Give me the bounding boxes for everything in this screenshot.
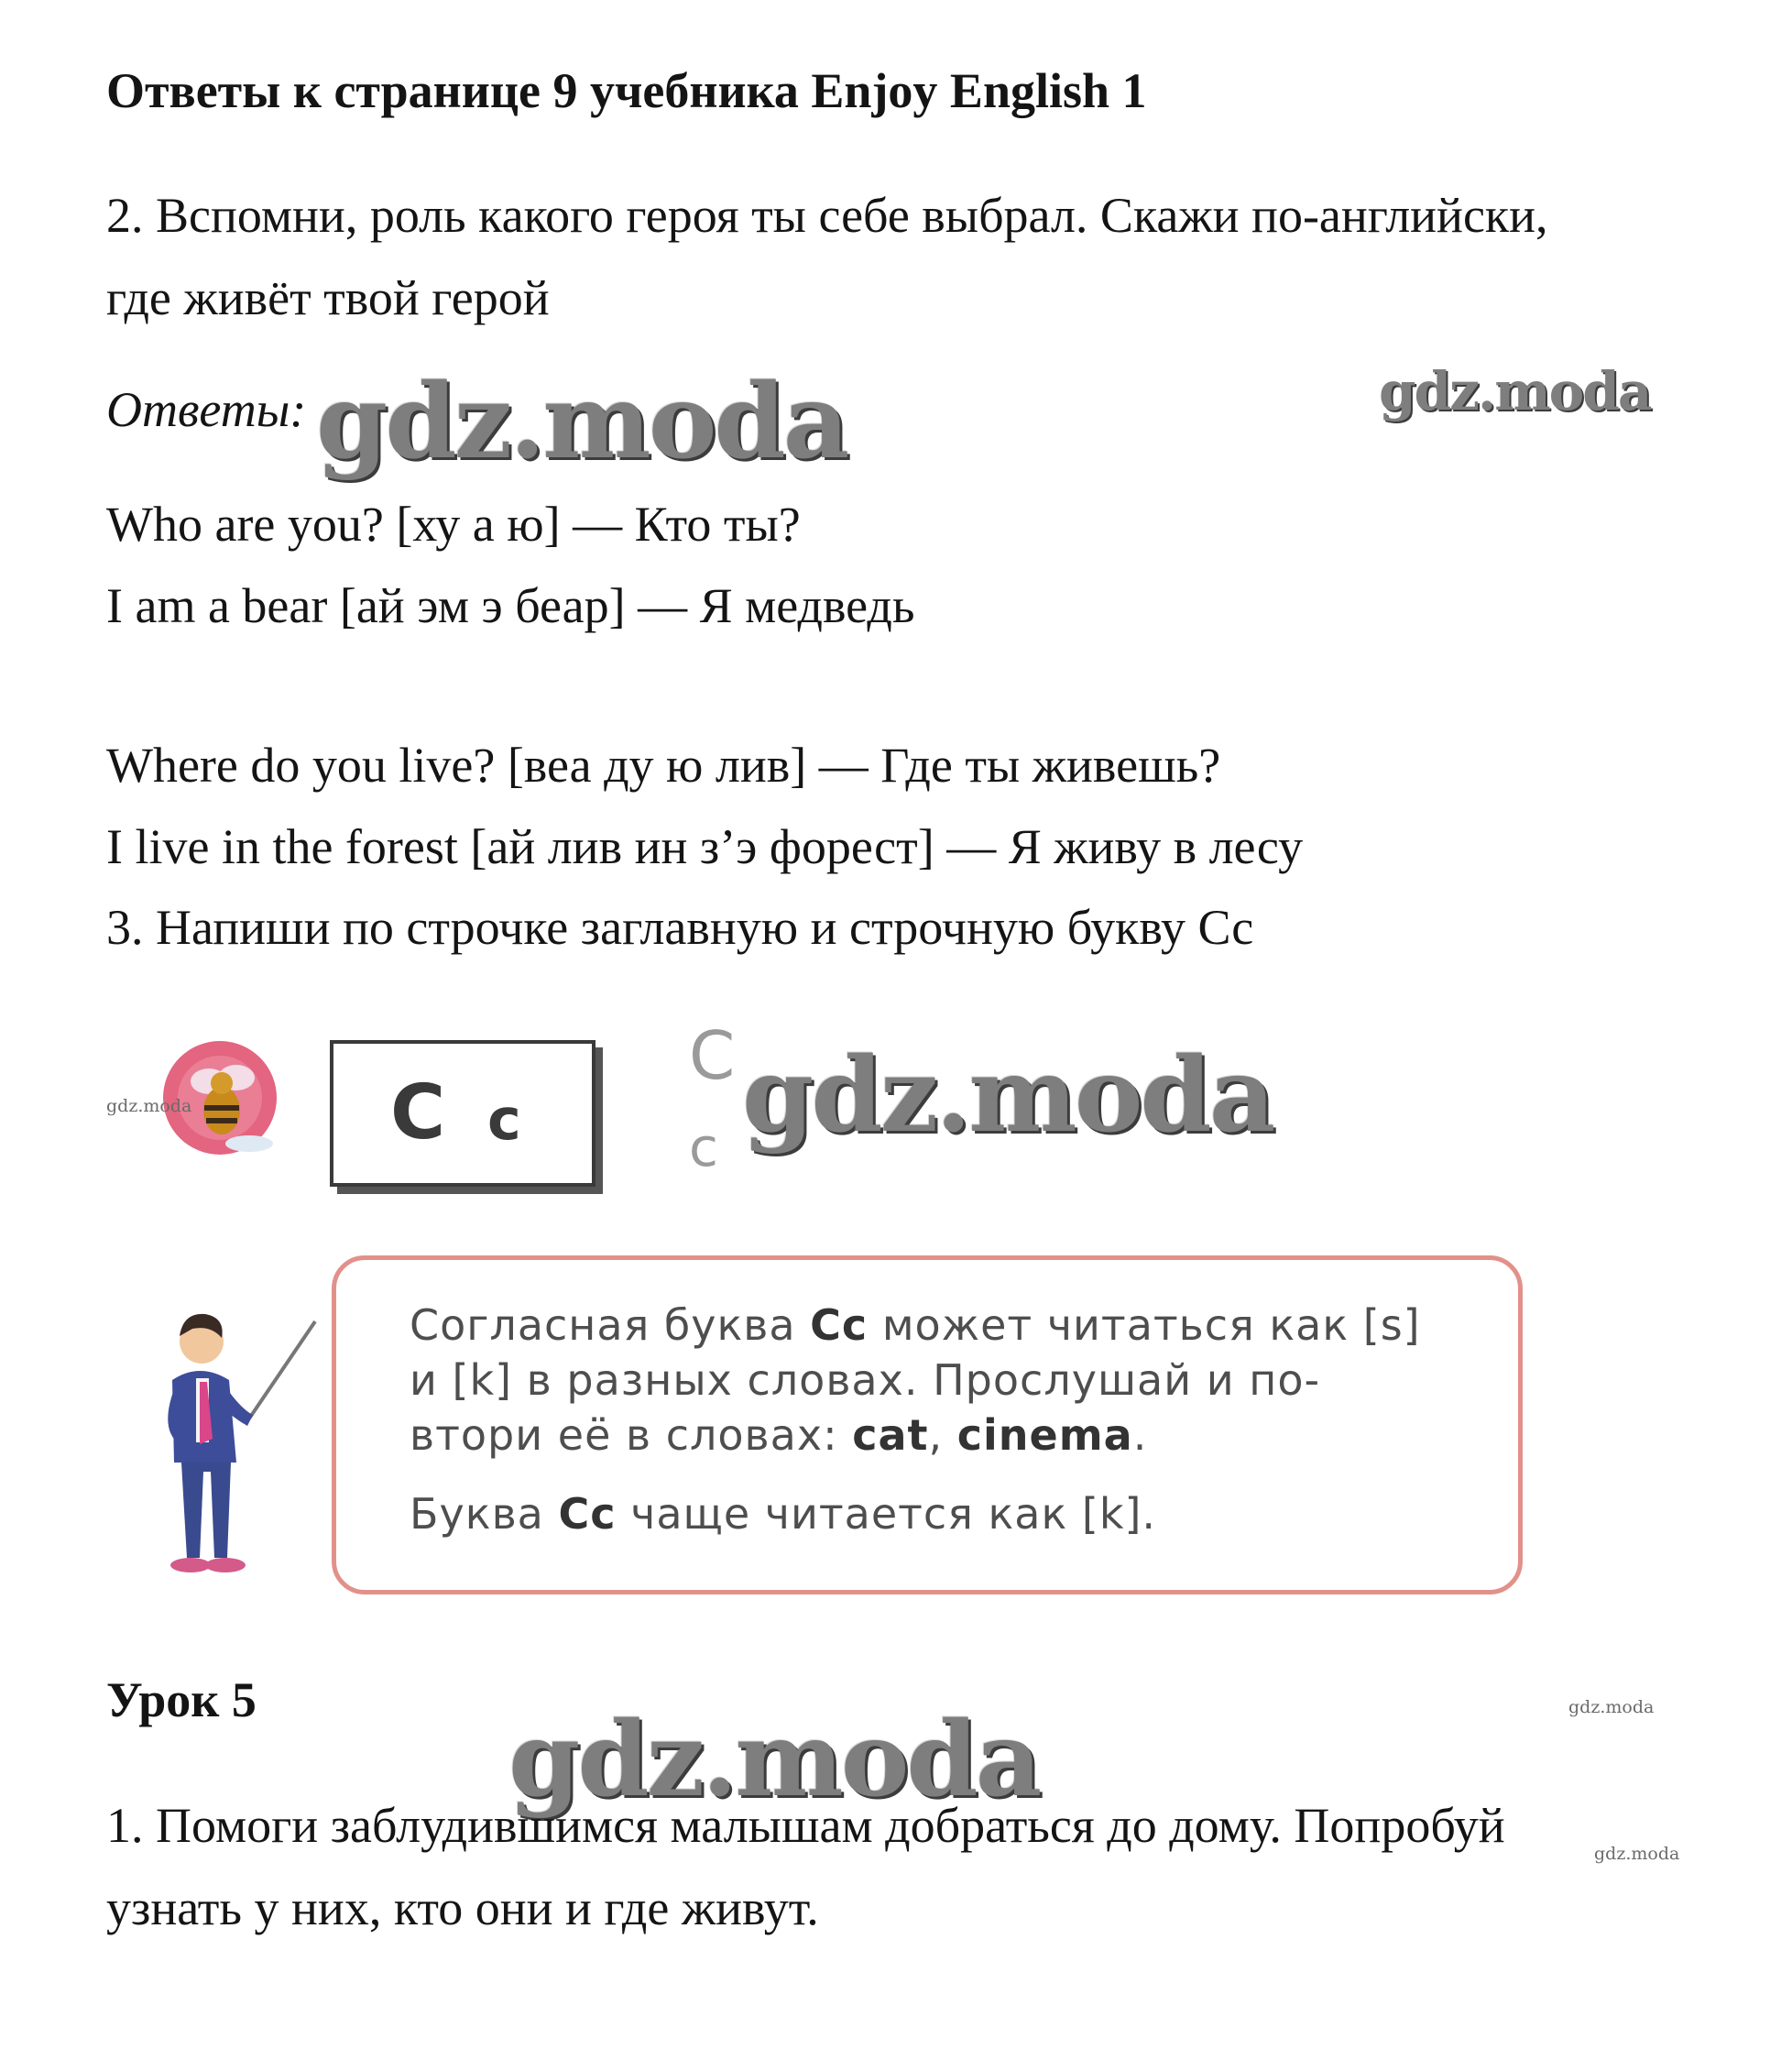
dialog-line-4: I live in the forest [ай лив ин з’э форест] — Я живу в лесу <box>106 819 1304 874</box>
dialog-line-3: Where do you live? [веа ду ю лив] — Где ты живешь? <box>106 738 1221 793</box>
watermark-small-bee: gdz.moda <box>106 1096 192 1116</box>
letter-lower-c: c <box>487 1086 521 1153</box>
lesson5-heading: Урок 5 <box>106 1672 257 1727</box>
page-title: Ответы к странице 9 учебника Enjoy English 1 <box>106 63 1147 118</box>
written-lower-c: c <box>689 1116 718 1178</box>
rule-line-2: и [k] в разных словах. Прослушай и по- <box>410 1355 1321 1405</box>
rule-line-1: Согласная буква Сс может читаться как [s] <box>410 1300 1421 1350</box>
rule-box <box>332 1255 1523 1594</box>
written-upper-c: C <box>689 1017 736 1094</box>
dialog-line-1: Who are you? [ху а ю] — Кто ты? <box>106 497 801 552</box>
task3-line: 3. Напиши по строчке заглавную и строчную букву Сс <box>106 900 1254 955</box>
answers-label: Ответы: <box>106 382 307 437</box>
watermark-large-3: gdz.moda <box>508 1700 1040 1820</box>
dialog-line-2: I am a bear [ай эм э беар] — Я медведь <box>106 578 915 633</box>
rule-line-4: Буква Сс чаще читается как [k]. <box>410 1489 1157 1539</box>
task2-line1: 2. Вспомни, роль какого героя ты себе выбрал. Скажи по-английски, <box>106 188 1548 243</box>
lesson5-line1: 1. Помоги заблудившимся малышам добраться до дому. Попробуй <box>106 1798 1505 1853</box>
letter-upper-c: C <box>390 1069 446 1156</box>
teacher-illustration <box>147 1301 321 1585</box>
watermark-small-line: gdz.moda <box>1594 1844 1680 1864</box>
watermark-large-2: gdz.moda <box>742 1035 1273 1156</box>
task2-line2: где живёт твой герой <box>106 270 550 325</box>
watermark-top-right: gdz.moda <box>1379 360 1651 422</box>
letter-box-cc <box>330 1040 596 1187</box>
watermark-large-1: gdz.moda <box>316 362 847 482</box>
watermark-small-lesson: gdz.moda <box>1568 1697 1655 1717</box>
lesson5-line2: узнать у них, кто они и где живут. <box>106 1880 819 1935</box>
rule-line-3: втори её в словах: cat, cinema. <box>410 1410 1148 1460</box>
